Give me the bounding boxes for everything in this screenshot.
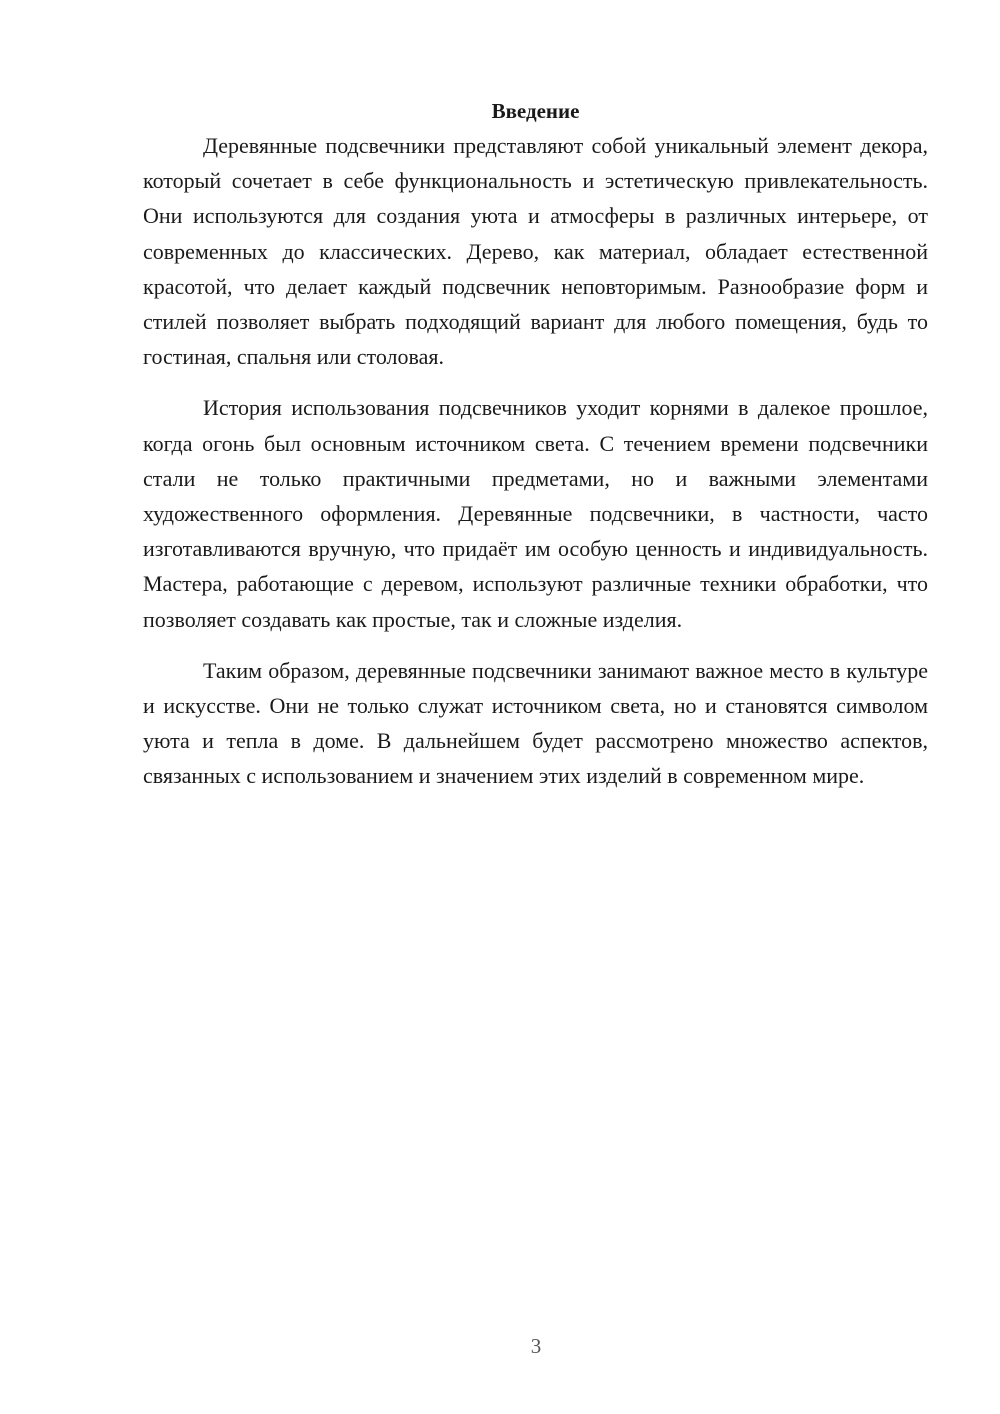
- page-number: 3: [530, 1334, 542, 1358]
- page-content: [143, 96, 928, 810]
- paragraph-2: История использования подсвечников уходит корнями в далекое прошлое, когда огонь был основным источником света. С течением времени подсвечники стали не только практичными предметами, но и важными элементами художественного оформления. Деревянные подсвечники, в частности, часто изготавливаются вручную, что придаёт им особую ценность и индивидуальность. Мастера, работающие с деревом, используют различные техники обработки, что позволяет создавать как простые, так и сложные изделия.: [143, 395, 928, 632]
- paragraph-1: Деревянные подсвечники представляют собой уникальный элемент декора, который сочетает в себе функциональность и эстетическую привлекательность. Они используются для создания уюта и атмосферы в различных интерьере, от современных до классических. Дерево, как материал, обладает естественной красотой, что делает каждый подсвечник неповторимым. Разнообразие форм и стилей позволяет выбрать подходящий вариант для любого помещения, будь то гостиная, спальня или столовая.: [143, 133, 928, 370]
- section-heading: Введение: [491, 99, 580, 123]
- paragraph-3: Таким образом, деревянные подсвечники занимают важное место в культуре и искусстве. Они не только служат источником света, но и становятся символом уюта и тепла в доме. В дальнейшем будет рассмотрено множество аспектов, связанных с использованием и значением этих изделий в современном мире.: [143, 657, 928, 789]
